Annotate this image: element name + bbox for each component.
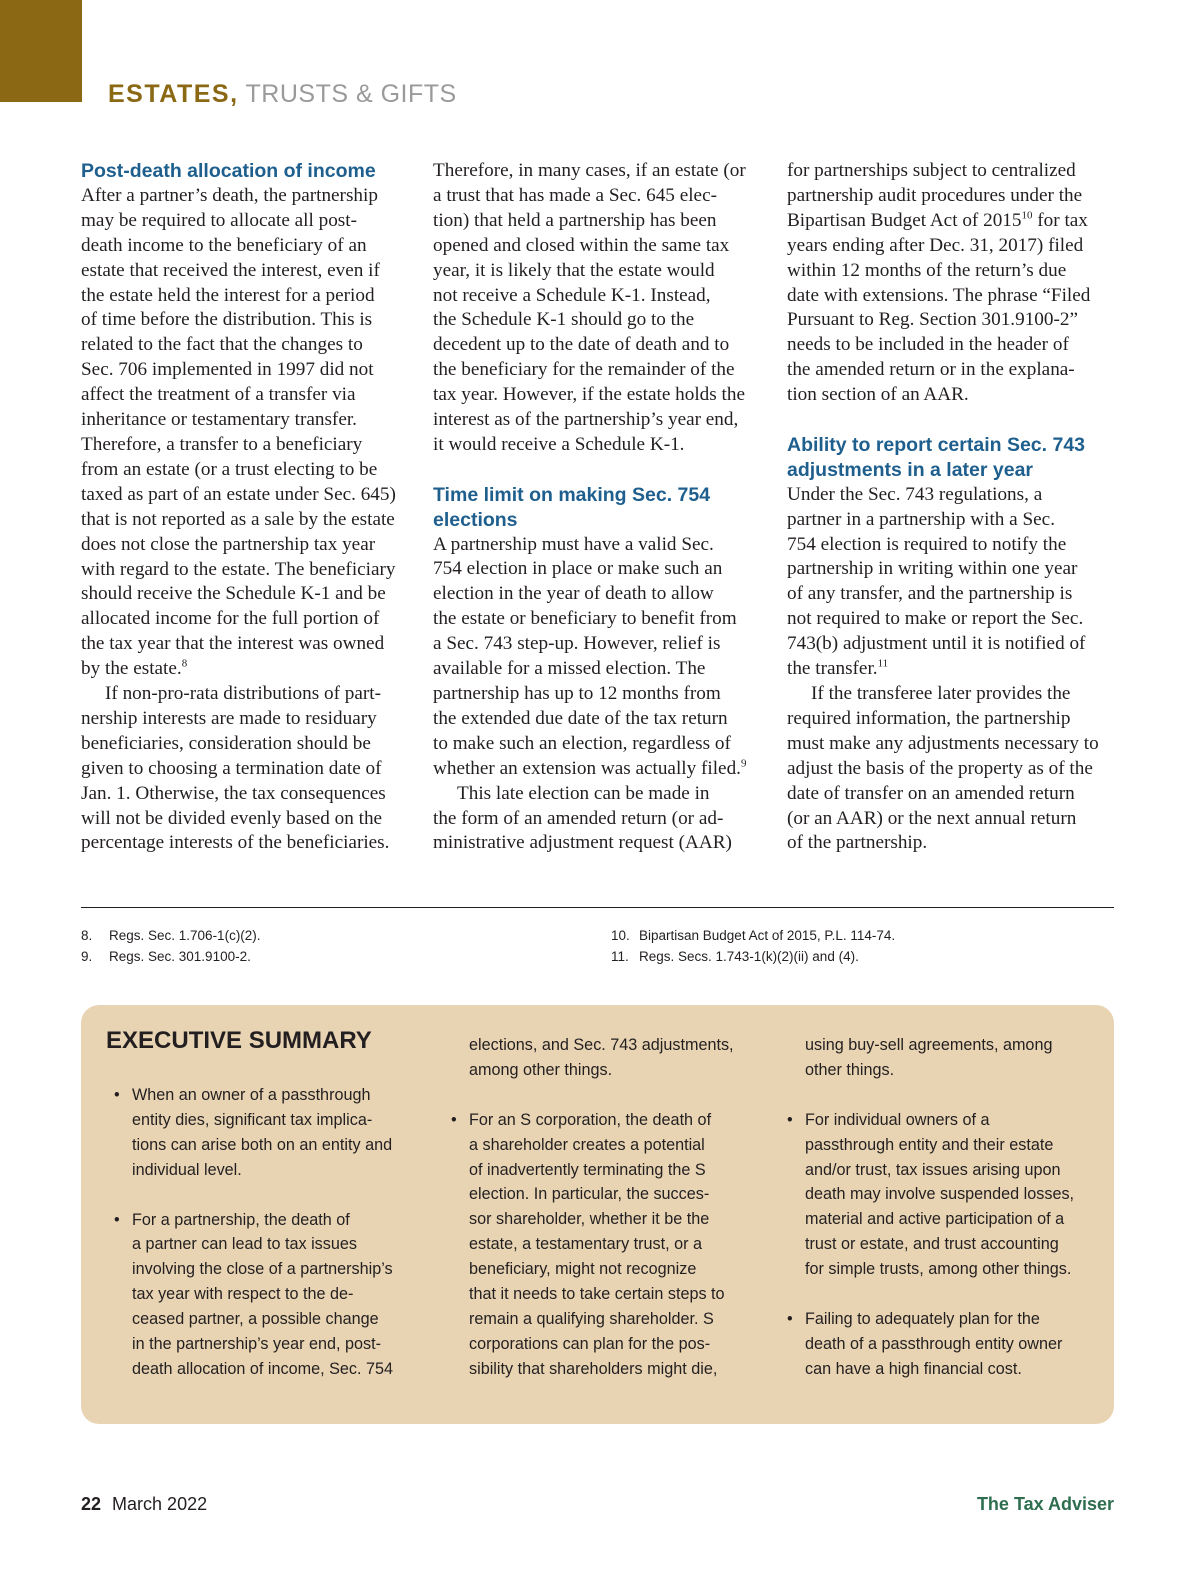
text-line: the estate held the interest for a period	[81, 284, 375, 306]
footnote-item	[611, 946, 895, 967]
text-line: in the partnership’s year end, post-	[132, 1335, 381, 1354]
text-line: ministrative adjustment request (AAR)	[433, 832, 732, 854]
text-line: If non-pro-rata distributions of part-	[105, 683, 382, 705]
text-line: inheritance or testamentary transfer.	[81, 409, 357, 431]
article-column-2	[433, 159, 767, 856]
text-line: of any transfer, and the partnership is	[787, 583, 1073, 605]
footnote-text: Regs. Sec. 301.9100-2.	[109, 949, 251, 964]
text-line: given to choosing a termination date of	[81, 757, 382, 779]
text-line: to make such an election, regardless of	[433, 732, 731, 754]
text-line: tax year with respect to the de-	[132, 1285, 354, 1304]
text-line: the Schedule K-1 should go to the	[433, 309, 695, 331]
text-line: year, it is likely that the estate would	[433, 259, 715, 281]
text-line: the estate or beneficiary to benefit from	[433, 608, 737, 630]
heading-line: adjustments in a later year	[787, 458, 1034, 481]
text-line: Sec. 706 implemented in 1997 did not	[81, 359, 374, 381]
text-line: Therefore, in many cases, if an estate (or	[433, 160, 746, 181]
text-line: estate, a testamentary trust, or a	[469, 1235, 703, 1254]
text-line: tax year. However, if the estate holds the	[433, 384, 745, 406]
text-line: partnership has up to 12 months from	[433, 683, 721, 705]
text-line: using buy-sell agreements, among	[805, 1036, 1053, 1054]
text-line: Pursuant to Reg. Section 301.9100-2”	[787, 309, 1078, 331]
heading-sec-743-later-year	[787, 433, 1119, 483]
text-line: with regard to the estate. The beneficiary	[81, 558, 396, 580]
text-line: trust or estate, and trust accounting	[805, 1235, 1059, 1254]
text-line: the amended return or in the explana-	[787, 359, 1075, 381]
text-line: taxed as part of an estate under Sec. 645)	[81, 483, 396, 505]
text-line: required information, the partnership	[787, 707, 1071, 729]
text-line: • For an S corporation, the death of	[469, 1110, 712, 1129]
section-header-light: TRUSTS & GIFTS	[245, 80, 457, 108]
text-line: 743(b) adjustment until it is notified of	[787, 633, 1086, 655]
text-line: beneficiary, might not recognize	[469, 1260, 697, 1279]
page-number: 22	[81, 1494, 102, 1514]
text-line: death of a passthrough entity owner	[805, 1334, 1063, 1353]
text-line: election in the year of death to allow	[433, 583, 714, 605]
text-line	[433, 757, 767, 782]
text-line: If the transferee later provides the	[811, 683, 1071, 705]
text-line: adjust the basis of the property as of the	[787, 757, 1093, 779]
text-line: should receive the Schedule K-1 and be	[81, 583, 386, 605]
text-line: decedent up to the date of death and to	[433, 334, 730, 356]
heading-post-death-allocation: Post-death allocation of income	[81, 160, 376, 182]
text-line: elections, and Sec. 743 adjustments,	[469, 1036, 734, 1054]
text-line: will not be divided evenly based on the	[81, 807, 383, 829]
paragraph-gap	[787, 408, 1119, 433]
heading-line: Ability to report certain Sec. 743	[787, 433, 1086, 456]
footnote-number: 8.	[81, 928, 93, 943]
page-footer-left	[81, 1494, 207, 1515]
text-line: of time before the distribution. This is	[81, 309, 373, 331]
executive-summary-title: EXECUTIVE SUMMARY	[106, 1027, 372, 1054]
paragraph-k1-continuation	[433, 159, 767, 458]
text-line: individual level.	[132, 1160, 242, 1179]
text-line: death may involve suspended losses,	[805, 1185, 1075, 1204]
text-line: partnership audit procedures under the	[787, 184, 1083, 206]
text-line: death allocation of income, Sec. 754	[132, 1359, 393, 1378]
bullet-gap	[787, 1282, 1087, 1307]
text-line: and/or trust, tax issues arising upon	[805, 1160, 1061, 1179]
paragraph-gap	[433, 458, 767, 483]
text-line	[787, 657, 1119, 682]
text-line: • For individual owners of a	[805, 1110, 990, 1129]
text-line: among other things.	[469, 1060, 613, 1079]
article-column-1	[81, 159, 413, 856]
paragraph-time-limit-2	[433, 782, 767, 857]
footnote-number: 11.	[611, 949, 629, 964]
text-line: that is not reported as a sale by the estate	[81, 508, 395, 530]
text-line: sor shareholder, whether it be the	[469, 1210, 710, 1229]
text-line: Therefore, a transfer to a beneficiary	[81, 433, 363, 455]
text-line: estate that received the interest, even if	[81, 259, 380, 281]
footnote-number: 10.	[611, 928, 630, 943]
text-line: tion section of an AAR.	[787, 384, 969, 406]
summary-bullet	[114, 1208, 414, 1382]
text-fragment: whether an extension was actually filed.	[433, 757, 741, 779]
summary-column-1	[114, 1083, 414, 1382]
text-fragment: the transfer.	[787, 658, 878, 680]
text-line: allocated income for the full portion of	[81, 608, 380, 630]
text-fragment: Bipartisan Budget Act of 2015	[787, 209, 1022, 231]
text-line: opened and closed within the same tax	[433, 234, 730, 256]
text-line: election. In particular, the succes-	[469, 1185, 710, 1204]
paragraph-743-1	[787, 483, 1119, 682]
text-line: (or an AAR) or the next annual return	[787, 807, 1077, 829]
text-line: affect the treatment of a transfer via	[81, 384, 356, 406]
corner-color-block	[0, 0, 82, 102]
paragraph-aar-continuation	[787, 159, 1119, 408]
text-line: • For a partnership, the death of	[132, 1210, 350, 1229]
footnote-text: Regs. Sec. 1.706-1(c)(2).	[109, 928, 261, 943]
summary-column-2	[451, 1033, 751, 1382]
text-line: of the partnership.	[787, 832, 928, 854]
paragraph-743-2	[787, 682, 1119, 856]
text-line: percentage interests of the beneficiaries.	[81, 832, 390, 854]
text-line: the beneficiary for the remainder of the	[433, 359, 735, 381]
text-line: not receive a Schedule K-1. Instead,	[433, 284, 711, 306]
text-line: it would receive a Schedule K-1.	[433, 433, 685, 455]
footnote-number: 9.	[81, 949, 93, 964]
text-line: related to the fact that the changes to	[81, 334, 363, 356]
text-line: beneficiaries, consideration should be	[81, 732, 371, 754]
footnote-item	[81, 946, 261, 967]
text-line: does not close the partnership tax year	[81, 533, 376, 555]
text-line: the form of an amended return (or ad-	[433, 807, 724, 829]
heading-line: Time limit on making Sec. 754	[433, 483, 711, 506]
summary-bullet	[787, 1307, 1087, 1382]
text-line: from an estate (or a trust electing to be	[81, 458, 378, 480]
text-line: A partnership must have a valid Sec.	[433, 533, 714, 555]
summary-bullet-continuation	[451, 1033, 751, 1083]
text-line: partnership in writing within one year	[787, 558, 1078, 580]
text-line: a shareholder creates a potential	[469, 1135, 705, 1154]
text-line: Jan. 1. Otherwise, the tax consequences	[81, 782, 386, 804]
footnote-item	[81, 925, 261, 946]
summary-bullet	[451, 1108, 751, 1382]
text-line: sibility that shareholders might die,	[469, 1359, 718, 1378]
summary-column-3	[787, 1033, 1087, 1382]
text-line: tions can arise both on an entity and	[132, 1135, 393, 1154]
footnote-ref-10: 10	[1021, 209, 1033, 222]
text-line: may be required to allocate all post-	[81, 209, 357, 231]
section-header	[108, 80, 457, 109]
text-line: not required to make or report the Sec.	[787, 608, 1084, 630]
executive-summary-box	[81, 1005, 1114, 1424]
text-line: that it needs to take certain steps to	[469, 1285, 725, 1304]
section-header-strong: ESTATES,	[108, 80, 239, 108]
footnote-divider	[81, 907, 1114, 908]
text-line: remain a qualifying shareholder. S	[469, 1309, 714, 1328]
text-line: death income to the beneficiary of an	[81, 234, 367, 256]
text-fragment: by the estate.	[81, 658, 182, 680]
text-line: date with extensions. The phrase “Filed	[787, 284, 1091, 306]
issue-date: March 2022	[112, 1494, 208, 1514]
text-line: This late election can be made in	[457, 782, 710, 804]
text-line: available for a missed election. The	[433, 658, 706, 680]
article-column-3	[787, 159, 1119, 856]
text-line: a partner can lead to tax issues	[132, 1235, 357, 1254]
footnotes-left	[81, 925, 261, 967]
text-line: passthrough entity and their estate	[805, 1135, 1054, 1154]
text-line: years ending after Dec. 31, 2017) filed	[787, 234, 1084, 256]
summary-bullet	[114, 1083, 414, 1183]
publication-name: The Tax Adviser	[976, 1494, 1114, 1514]
text-line: • When an owner of a passthrough	[132, 1086, 371, 1104]
text-line: within 12 months of the return’s due	[787, 259, 1067, 281]
bullet-gap	[451, 1083, 751, 1108]
text-line: involving the close of a partnership’s	[132, 1260, 393, 1279]
text-line: 754 election in place or make such an	[433, 558, 723, 580]
text-line	[787, 209, 1119, 234]
text-line: other things.	[805, 1060, 895, 1079]
text-line: can have a high financial cost.	[805, 1359, 1022, 1378]
text-line: date of transfer on an amended return	[787, 782, 1075, 804]
text-line: 754 election is required to notify the	[787, 533, 1067, 555]
text-fragment: for tax	[1032, 209, 1088, 231]
bullet-gap	[114, 1183, 414, 1208]
text-line: material and active participation of a	[805, 1210, 1065, 1229]
summary-bullet	[787, 1108, 1087, 1282]
paragraph-post-death-2	[81, 682, 413, 856]
text-line: Under the Sec. 743 regulations, a	[787, 483, 1043, 505]
text-line: interest as of the partnership’s year end,	[433, 409, 739, 431]
text-line: must make any adjustments necessary to	[787, 732, 1099, 754]
footnotes-right	[611, 925, 895, 967]
text-line: • Failing to adequately plan for the	[805, 1309, 1040, 1328]
text-line: ceased partner, a possible change	[132, 1310, 379, 1329]
text-line: After a partner’s death, the partnership	[81, 184, 378, 206]
footnote-item	[611, 925, 895, 946]
bullet-gap	[787, 1083, 1087, 1108]
text-line: corporations can plan for the pos-	[469, 1334, 711, 1353]
text-line	[81, 657, 413, 682]
paragraph-time-limit-1	[433, 533, 767, 782]
footnote-ref-11: 11	[877, 657, 889, 670]
footnote-ref-9: 9	[740, 757, 747, 770]
footnote-ref-8: 8	[181, 657, 188, 670]
heading-line: elections	[433, 508, 518, 531]
text-line: tion) that held a partnership has been	[433, 209, 717, 231]
text-line: the tax year that the interest was owned	[81, 633, 385, 655]
summary-bullet-continuation	[787, 1033, 1087, 1083]
text-line: entity dies, significant tax implica-	[132, 1110, 373, 1129]
text-line: for simple trusts, among other things.	[805, 1260, 1072, 1279]
paragraph-post-death-1	[81, 184, 413, 682]
text-line: the extended due date of the tax return	[433, 707, 728, 729]
text-line: needs to be included in the header of	[787, 334, 1069, 356]
heading-time-limit-754	[433, 483, 767, 533]
text-line: a trust that has made a Sec. 645 elec-	[433, 184, 717, 206]
text-line: nership interests are made to residuary	[81, 707, 377, 729]
text-line: for partnerships subject to centralized	[787, 160, 1076, 181]
text-line: partner in a partnership with a Sec.	[787, 508, 1055, 530]
footnote-text: Bipartisan Budget Act of 2015, P.L. 114-74.	[639, 928, 896, 943]
text-line: a Sec. 743 step-up. However, relief is	[433, 633, 721, 655]
footnote-text: Regs. Secs. 1.743-1(k)(2)(ii) and (4).	[639, 949, 859, 964]
text-line: of inadvertently terminating the S	[469, 1160, 706, 1179]
